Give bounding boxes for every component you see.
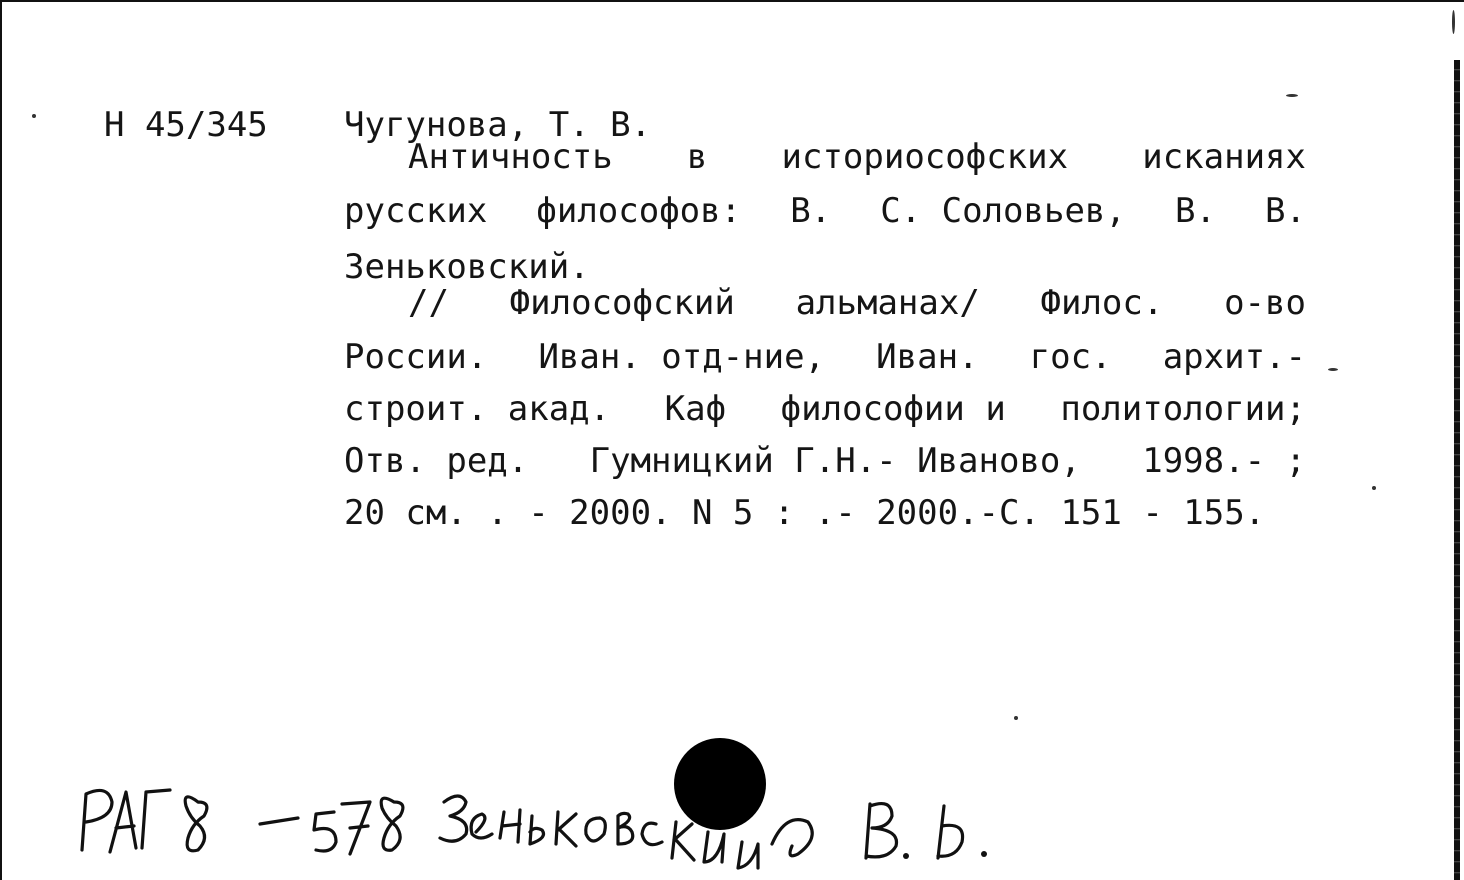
scan-speck — [1286, 94, 1298, 97]
scan-speck — [32, 114, 36, 118]
title-word: В. — [1174, 191, 1216, 231]
source-word: Отв. ред. — [344, 441, 529, 481]
source-word: о-во — [1224, 283, 1306, 323]
source-line-2 — [344, 337, 1306, 377]
scan-speck — [1328, 368, 1338, 371]
source-word: Иван. — [876, 337, 979, 377]
title-word: в — [686, 137, 708, 177]
scan-speck — [1014, 716, 1018, 720]
source-word: // — [408, 283, 449, 323]
title-word: В. — [790, 191, 832, 231]
source-word: строит. акад. — [344, 389, 611, 429]
title-word: исканиях — [1142, 137, 1306, 177]
source-word: России. — [344, 337, 488, 377]
author-heading: Чугунова, Т. В. — [344, 105, 652, 145]
card-edge-rule — [1454, 60, 1460, 880]
title-word: историософских — [781, 137, 1069, 177]
source-word: политологии; — [1060, 389, 1306, 429]
scan-speck — [1372, 486, 1376, 490]
source-word: Иван. отд-ние, — [538, 337, 826, 377]
source-word: Филос. — [1040, 283, 1164, 323]
source-word: Гумницкий Г.Н.- Иваново, — [589, 441, 1081, 481]
source-word: 1998.- ; — [1142, 441, 1306, 481]
source-line-5: 20 см. . - 2000. N 5 : .- 2000.-С. 151 - 155. — [344, 493, 1266, 533]
source-word: гос. — [1029, 337, 1112, 377]
source-word: альманах/ — [795, 283, 980, 323]
source-word: Каф — [664, 389, 727, 429]
title-word: В. — [1265, 191, 1306, 231]
handwritten-note — [72, 762, 1032, 880]
source-line-1 — [408, 283, 1306, 323]
shelfmark: Н 45/345 — [104, 105, 268, 145]
source-word: Философский — [509, 283, 735, 323]
source-line-3 — [344, 389, 1306, 429]
source-line-4 — [344, 441, 1306, 481]
title-word: Античность — [408, 137, 613, 177]
title-line-3: Зеньковский. — [344, 247, 590, 287]
title-line-2 — [344, 191, 1306, 231]
source-word: философии и — [780, 389, 1006, 429]
title-word: С. Соловьев, — [880, 191, 1126, 231]
title-word: философов: — [536, 191, 742, 231]
title-word: русских — [344, 191, 488, 231]
scan-speck — [1452, 10, 1455, 34]
title-line-1 — [408, 137, 1306, 177]
source-word: архит.- — [1162, 337, 1306, 377]
